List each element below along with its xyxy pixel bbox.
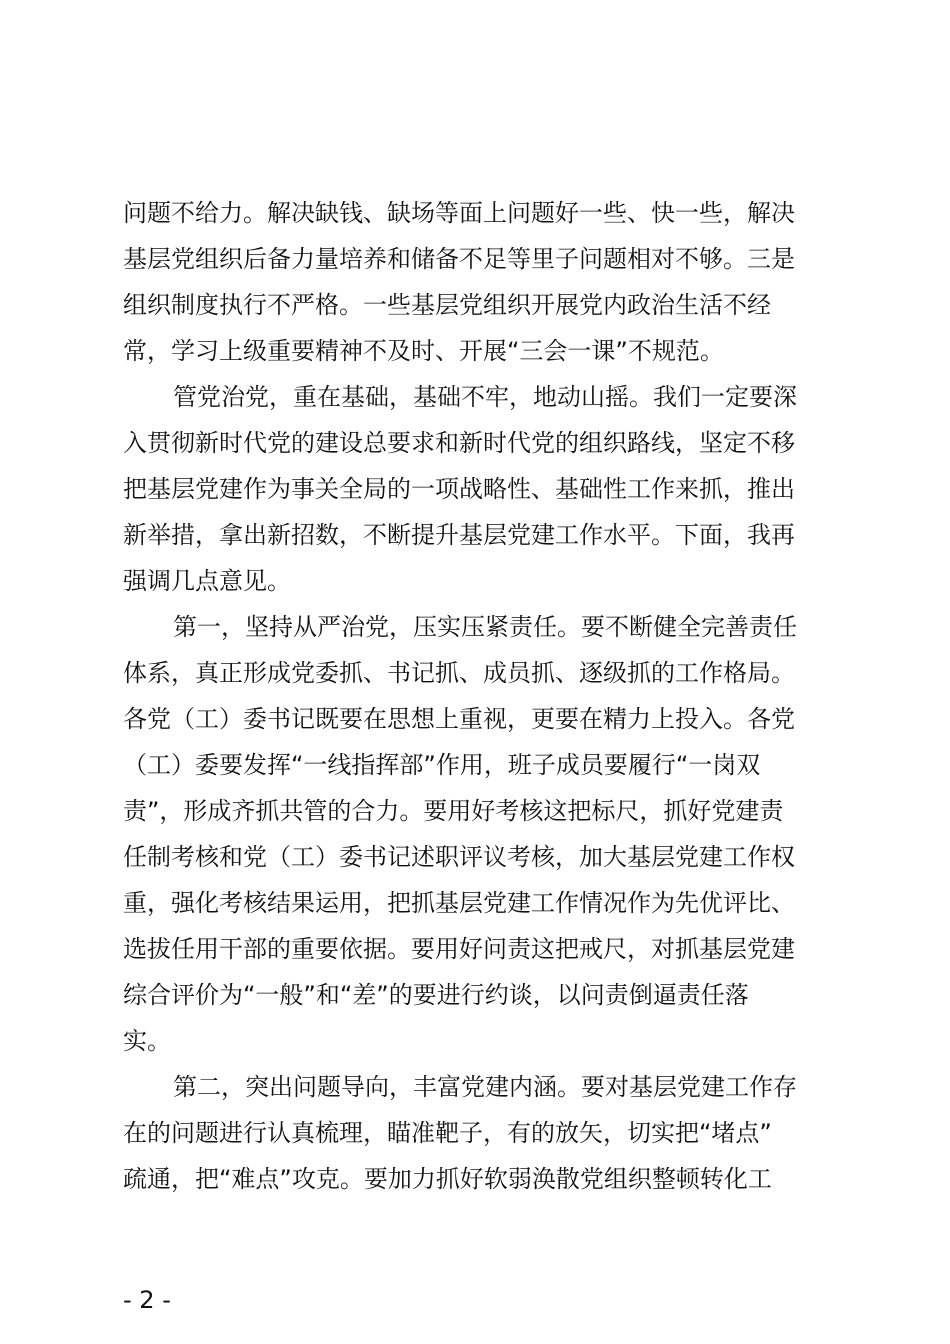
text-line: 任制考核和党（工）委书记述职评议考核，加大基层党建工作权 <box>123 843 795 871</box>
text-line: 实。 <box>123 1027 171 1055</box>
paragraph-start-line: 第二，突出问题导向，丰富党建内涵。要对基层党建工作存 <box>173 1073 797 1101</box>
paragraph-start-line: 管党治党，重在基础，基础不牢，地动山摇。我们一定要深 <box>173 383 797 411</box>
text-line: 综合评价为“一般”和“差”的要进行约谈，以问责倒逼责任落 <box>123 981 749 1009</box>
text-line: 常，学习上级重要精神不及时、开展“三会一课”不规范。 <box>123 337 724 365</box>
text-line: 疏通，把“难点”攻克。要加力抓好软弱涣散党组织整顿转化工 <box>123 1165 772 1193</box>
text-line: 基层党组织后备力量培养和储备不足等里子问题相对不够。三是 <box>123 245 795 273</box>
text-line: 重，强化考核结果运用，把抓基层党建工作情况作为先优评比、 <box>123 889 795 917</box>
text-line: （工）委要发挥“一线指挥部”作用，班子成员要履行“一岗双 <box>123 751 761 779</box>
text-line: 新举措，拿出新招数，不断提升基层党建工作水平。下面，我再 <box>123 521 795 549</box>
text-line: 选拔任用干部的重要依据。要用好问责这把戒尺，对抓基层党建 <box>123 935 795 963</box>
text-line: 问题不给力。解决缺钱、缺场等面上问题好一些、快一些，解决 <box>123 199 795 227</box>
text-line: 责”，形成齐抓共管的合力。要用好考核这把标尺，抓好党建责 <box>123 797 784 825</box>
text-line: 强调几点意见。 <box>123 567 291 595</box>
text-line: 体系，真正形成党委抓、书记抓、成员抓、逐级抓的工作格局。 <box>123 659 795 687</box>
text-line: 各党（工）委书记既要在思想上重视，更要在精力上投入。各党 <box>123 705 795 733</box>
text-line: 组织制度执行不严格。一些基层党组织开展党内政治生活不经 <box>123 291 771 319</box>
paragraph-start-line: 第一，坚持从严治党，压实压紧责任。要不断健全完善责任 <box>173 613 797 641</box>
text-line: 在的问题进行认真梳理，瞄准靶子，有的放矢，切实把“堵点” <box>123 1119 772 1147</box>
body-text <box>123 190 823 1202</box>
page-number: - 2 - <box>123 1286 171 1314</box>
text-line: 把基层党建作为事关全局的一项战略性、基础性工作来抓，推出 <box>123 475 795 503</box>
text-line: 入贯彻新时代党的建设总要求和新时代党的组织路线，坚定不移 <box>123 429 795 457</box>
